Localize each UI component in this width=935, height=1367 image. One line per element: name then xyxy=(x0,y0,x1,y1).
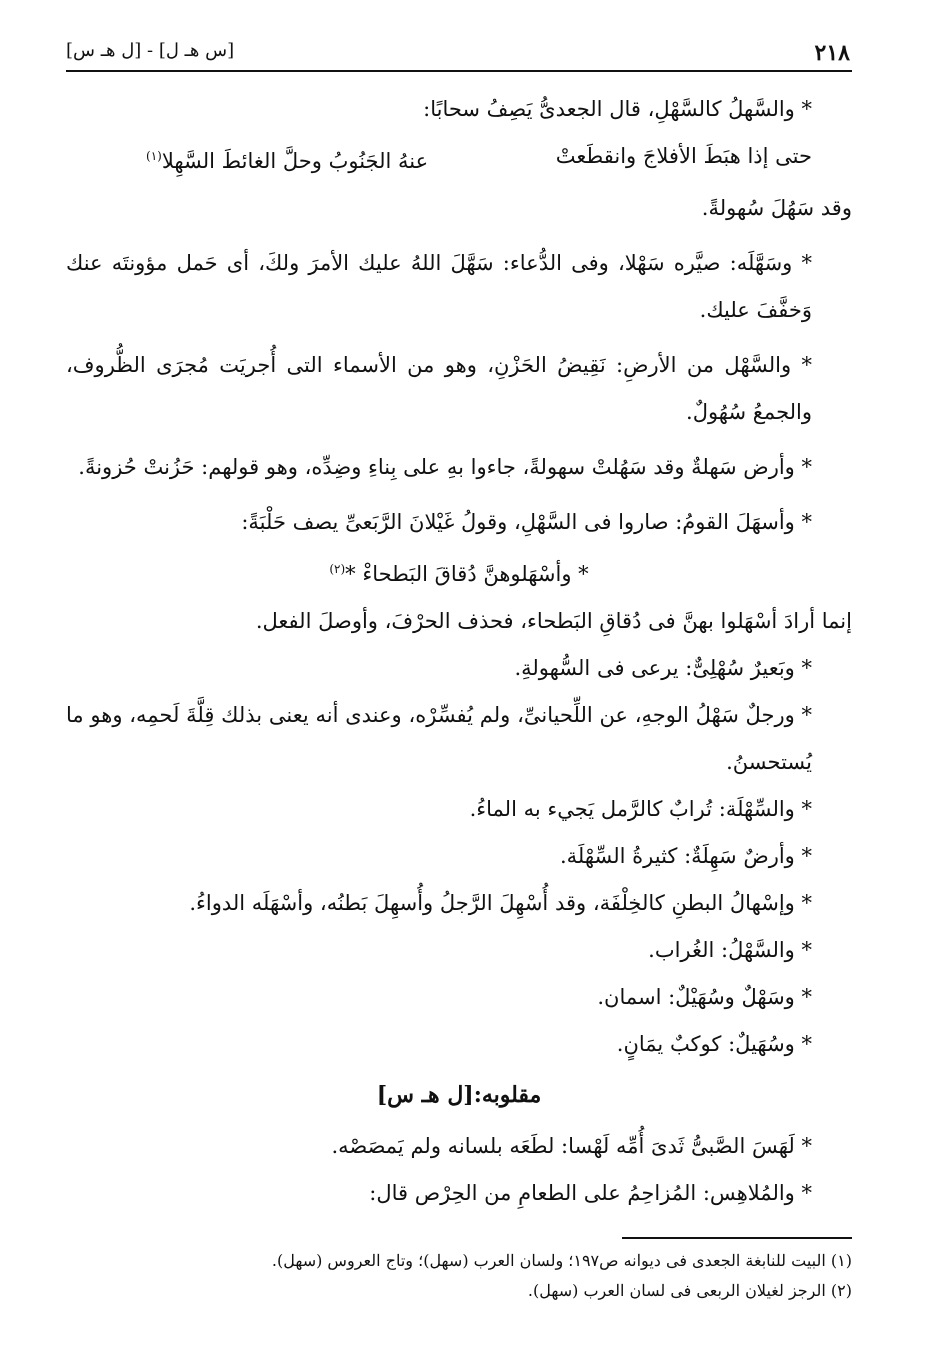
page-body xyxy=(66,86,852,1217)
paragraph: وقد سَهُلَ سُهولةً. xyxy=(701,196,852,220)
verse-line xyxy=(66,133,852,185)
verse-line xyxy=(66,546,852,598)
paragraph: * والسَّهلُ كالسَّهْلِ، قال الجعدىُّ يَصِفُ سحابًا: xyxy=(423,97,812,121)
section-heading: مقلوبه:[ل هـ س] xyxy=(376,1082,542,1108)
paragraph: * وأسهَلَ القومُ: صاروا فى السَّهْلِ، وقولُ غَيْلانَ الرَّبَعىِّ يصف حَلْبَةً: xyxy=(241,510,812,534)
paragraph: * وسَهْلٌ وسُهَيْلٌ: اسمان. xyxy=(597,985,812,1009)
verse-hemistich-first: حتى إذا هبَطَ الأفلاجَ وانقطَعتْ xyxy=(555,144,812,168)
footnote: (٢) الرجز لغيلان الربعى فى لسان العرب (سهل). xyxy=(527,1281,852,1300)
verse-text: عنهُ الجَنُوبُ وحلَّ الغائطَ السَّهِلا xyxy=(161,149,429,173)
verse-hemistich-second xyxy=(146,133,428,185)
paragraph: * وسَهَّلَه: صيَّره سَهْلا، وفى الدُّعاء: سَهَّلَ اللهُ عليك الأمرَ ولكَ، أى حَمل مؤونتَه عنك وَخفَّفَ عليك. xyxy=(66,251,812,322)
running-head: [س هـ ل] - [ل هـ س] xyxy=(66,40,235,61)
footnotes xyxy=(66,1246,852,1306)
paragraph: * وإسْهالُ البطنِ كالخِلْفَة، وقد أُسْهِلَ الرَّجلُ وأُسهِلَ بَطنُه، وأسْهَلَه الدواءُ. xyxy=(189,891,812,915)
paragraph: * ورجلٌ سَهْلُ الوجهِ، عن اللِّحيانىِّ، ولم يُفسِّرْه، وعندى أنه يعنى بذلك قِلَّةَ لَحمِه، وهو ما يُستحسنُ. xyxy=(66,703,812,774)
paragraph: * وبَعيرٌ سُهْلِىٌّ: يرعى فى السُّهولةِ. xyxy=(514,656,812,680)
footnote-ref: (١) xyxy=(146,149,162,163)
footnote-divider xyxy=(622,1237,852,1239)
verse-text: * وأسْهَلوهنَّ دُقاقَ البَطحاءْ * xyxy=(345,562,589,586)
paragraph: * وأرض سَهلةٌ وقد سَهُلتْ سهولةً، جاءوا بهِ على بِناءِ وضِدِّه، وهو قولهم: حَزُنتْ حُزونةً. xyxy=(78,455,812,479)
paragraph: * والسِّهْلَة: تُرابٌ كالرَّمل يَجيء به الماءُ. xyxy=(469,797,812,821)
paragraph: * لَهَسَ الصَّبىُّ ثَدىَ أُمِّه لَهْسا: لطَعَه بلسانه ولم يَمصَصْه. xyxy=(331,1134,812,1158)
paragraph: إنما أرادَ أسْهَلوا بهنَّ فى دُقاقِ البَطحاء، فحذف الحرْفَ، وأوصلَ الفعل. xyxy=(255,609,852,633)
page-header xyxy=(66,34,852,72)
paragraph: * والسَّهْل من الأرضِ: نَقِيضُ الحَزْنِ، وهو من الأسماء التى أُجريَت مُجرَى الظُّروف، والجمعُ سُهُولٌ. xyxy=(66,353,812,424)
paragraph: * وأرضٌ سَهِلَةٌ: كثيرةُ السِّهْلَة. xyxy=(559,844,812,868)
paragraph: * والسَّهْلُ: الغُراب. xyxy=(648,938,812,962)
footnote-ref: (٢) xyxy=(329,562,346,576)
paragraph: * والمُلاهِس: المُزاحِمُ على الطعامِ من الحِرْص قال: xyxy=(369,1181,812,1205)
paragraph: * وسُهَيلٌ: كوكبٌ يمَانٍ. xyxy=(616,1032,812,1056)
page-number: ٢١٨ xyxy=(814,40,850,66)
footnote: (١) البيت للنابغة الجعدى فى ديوانه ص١٩٧؛ ولسان العرب (سهل)؛ وتاج العروس (سهل). xyxy=(271,1251,852,1270)
document-page xyxy=(66,0,852,1367)
